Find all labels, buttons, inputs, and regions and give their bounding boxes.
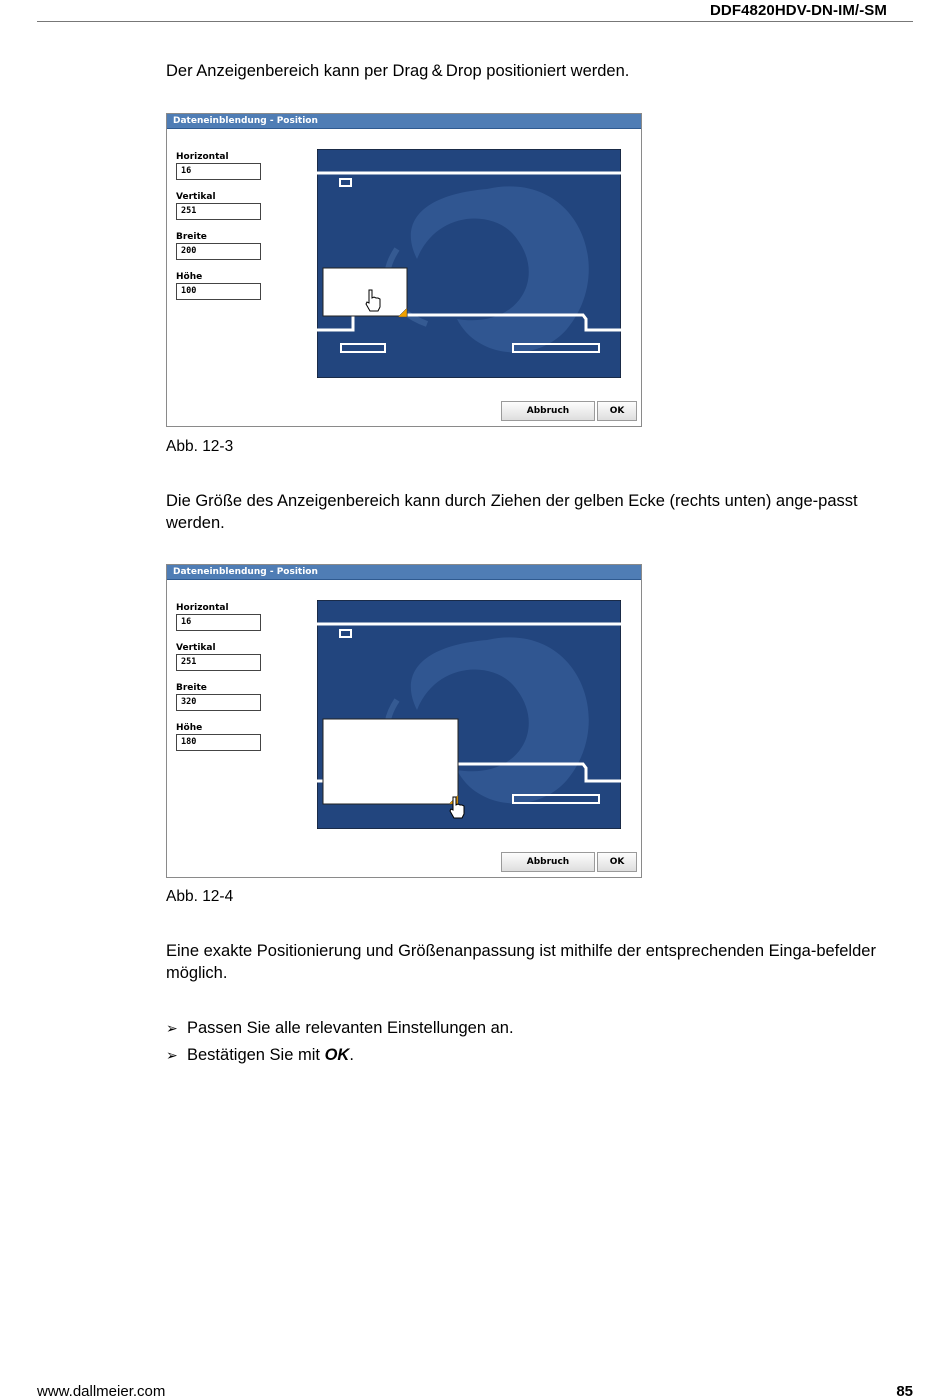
position-dialog-figure-2 bbox=[166, 564, 642, 878]
horizontal-label: Horizontal bbox=[176, 603, 229, 613]
height-input[interactable]: 100 bbox=[176, 283, 261, 300]
height-field-group bbox=[176, 272, 261, 300]
document-title: DDF4820HDV-DN-IM/-SM bbox=[709, 2, 887, 19]
width-input[interactable]: 320 bbox=[176, 694, 261, 711]
vertical-field-group bbox=[176, 192, 261, 220]
ok-emphasis: OK bbox=[324, 1046, 350, 1064]
horizontal-input[interactable]: 16 bbox=[176, 163, 261, 180]
figure-caption-1: Abb. 12-3 bbox=[166, 438, 234, 455]
dialog-title-bar: Dateneinblendung - Position bbox=[167, 114, 641, 129]
ok-button[interactable]: OK bbox=[597, 401, 637, 421]
vertical-input[interactable]: 251 bbox=[176, 654, 261, 671]
horizontal-field-group bbox=[176, 152, 261, 180]
step-suffix: . bbox=[349, 1046, 354, 1064]
preview-area[interactable] bbox=[317, 149, 621, 378]
height-input[interactable]: 180 bbox=[176, 734, 261, 751]
footer-website: www.dallmeier.com bbox=[37, 1383, 166, 1400]
header-divider bbox=[37, 21, 913, 22]
height-label: Höhe bbox=[176, 723, 203, 733]
width-field-group bbox=[176, 232, 261, 260]
width-label: Breite bbox=[176, 232, 207, 242]
vertical-label: Vertikal bbox=[176, 643, 216, 653]
vertical-input[interactable]: 251 bbox=[176, 203, 261, 220]
overlay-box[interactable] bbox=[323, 719, 458, 804]
width-input[interactable]: 200 bbox=[176, 243, 261, 260]
instruction-list bbox=[166, 1015, 514, 1069]
page-number: 85 bbox=[896, 1383, 913, 1400]
cancel-button[interactable]: Abbruch bbox=[501, 852, 595, 872]
arrow-right-icon: ➢ bbox=[166, 1047, 178, 1063]
height-label: Höhe bbox=[176, 272, 203, 282]
preview-area[interactable] bbox=[317, 600, 621, 829]
horizontal-input[interactable]: 16 bbox=[176, 614, 261, 631]
paragraph-resize: Die Größe des Anzeigenbereich kann durch Ziehen der gelben Ecke (rechts unten) ange-passt werden. bbox=[166, 492, 858, 532]
ok-button[interactable]: OK bbox=[597, 852, 637, 872]
overlay-box[interactable] bbox=[323, 268, 407, 316]
step-text: Bestätigen Sie mit bbox=[187, 1046, 325, 1064]
width-field-group bbox=[176, 683, 261, 711]
horizontal-label: Horizontal bbox=[176, 152, 229, 162]
step-text: Passen Sie alle relevanten Einstellungen an. bbox=[187, 1019, 514, 1037]
paragraph-input-fields: Eine exakte Positionierung und Größenanpassung ist mithilfe der entsprechenden Einga-befelder möglich. bbox=[166, 942, 876, 982]
width-label: Breite bbox=[176, 683, 207, 693]
paragraph-drag-drop: Der Anzeigenbereich kann per Drag & Drop positioniert werden. bbox=[166, 62, 630, 80]
vertical-field-group bbox=[176, 643, 261, 671]
height-field-group bbox=[176, 723, 261, 751]
cancel-button[interactable]: Abbruch bbox=[501, 401, 595, 421]
dialog-title-bar: Dateneinblendung - Position bbox=[167, 565, 641, 580]
position-dialog-figure-1 bbox=[166, 113, 642, 427]
vertical-label: Vertikal bbox=[176, 192, 216, 202]
horizontal-field-group bbox=[176, 603, 261, 631]
instruction-step bbox=[166, 1042, 514, 1069]
arrow-right-icon: ➢ bbox=[166, 1020, 178, 1036]
figure-caption-2: Abb. 12-4 bbox=[166, 888, 234, 905]
instruction-step bbox=[166, 1015, 514, 1042]
